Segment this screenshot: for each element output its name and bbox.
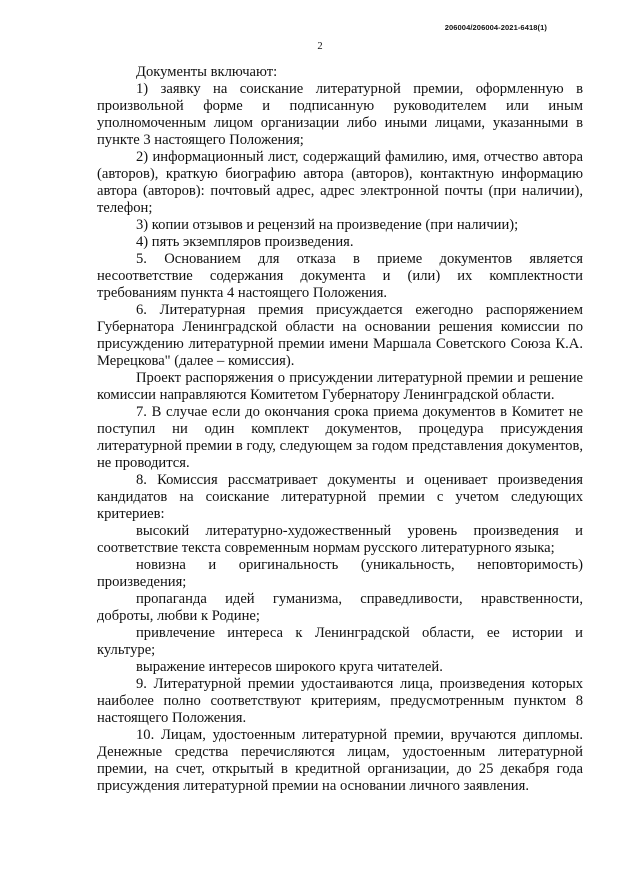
document-body: [97, 64, 583, 795]
paragraph-criterion-2: новизна и оригинальность (уникальность, неповторимость) произведения;: [97, 557, 583, 590]
document-id: 206004/206004-2021-6418(1): [444, 23, 547, 32]
paragraph-clause-6: 6. Литературная премия присуждается ежегодно распоряжением Губернатора Ленинградской области на основании решения комиссии по присуждению литературной премии имени Маршала Советского Союза К.А. Мерецкова" (далее – комиссия).: [97, 302, 583, 369]
paragraph-clause-5: 5. Основанием для отказа в приеме документов является несоответствие содержания документа и (или) их комплектности требованиям пункта 4 настоящего Положения.: [97, 251, 583, 301]
paragraph-item-3: 3) копии отзывов и рецензий на произведение (при наличии);: [136, 217, 519, 233]
paragraph-criterion-4: привлечение интереса к Ленинградской области, ее истории и культуре;: [97, 625, 583, 658]
paragraph-criterion-5: выражение интересов широкого круга читателей.: [136, 659, 443, 675]
paragraph-clause-8: 8. Комиссия рассматривает документы и оценивает произведения кандидатов на соискание литературной премии с учетом следующих критериев:: [97, 472, 583, 522]
paragraph-clause-9: 9. Литературной премии удостаиваются лица, произведения которых наиболее полно соответствуют критериям, предусмотренным пунктом 8 настоящего Положения.: [97, 676, 583, 726]
paragraph-item-2: 2) информационный лист, содержащий фамилию, имя, отчество автора (авторов), краткую биографию автора (авторов), контактную информацию автора (авторов): почтовый адрес, адрес электронной почты (при наличии), телефон;: [97, 149, 583, 216]
paragraph-item-1: 1) заявку на соискание литературной премии, оформленную в произвольной форме и подписанную руководителем или иным уполномоченным лицом организации либо иными лицами, указанными в пункте 3 настоящего Положения;: [97, 81, 583, 148]
page-number: 2: [317, 41, 323, 52]
paragraph-documents-include: Документы включают:: [136, 64, 278, 80]
paragraph-clause-7: 7. В случае если до окончания срока приема документов в Комитет не поступил ни один комплект документов, процедура присуждения литературной премии в году, следующем за годом представления документов, не проводится.: [97, 404, 583, 471]
paragraph-item-4: 4) пять экземпляров произведения.: [136, 234, 354, 250]
paragraph-criterion-3: пропаганда идей гуманизма, справедливости, нравственности, доброты, любви к Родине;: [97, 591, 583, 624]
paragraph-criterion-1: высокий литературно-художественный уровень произведения и соответствие текста современным нормам русского литературного языка;: [97, 523, 583, 556]
paragraph-clause-10: 10. Лицам, удостоенным литературной премии, вручаются дипломы. Денежные средства перечисляются лицам, удостоенным литературной премии, на счет, открытый в кредитной организации, до 25 декабря года присуждения литературной премии на основании личного заявления.: [97, 727, 583, 794]
paragraph-draft-order: Проект распоряжения о присуждении литературной премии и решение комиссии направляются Комитетом Губернатору Ленинградской области.: [97, 370, 583, 403]
